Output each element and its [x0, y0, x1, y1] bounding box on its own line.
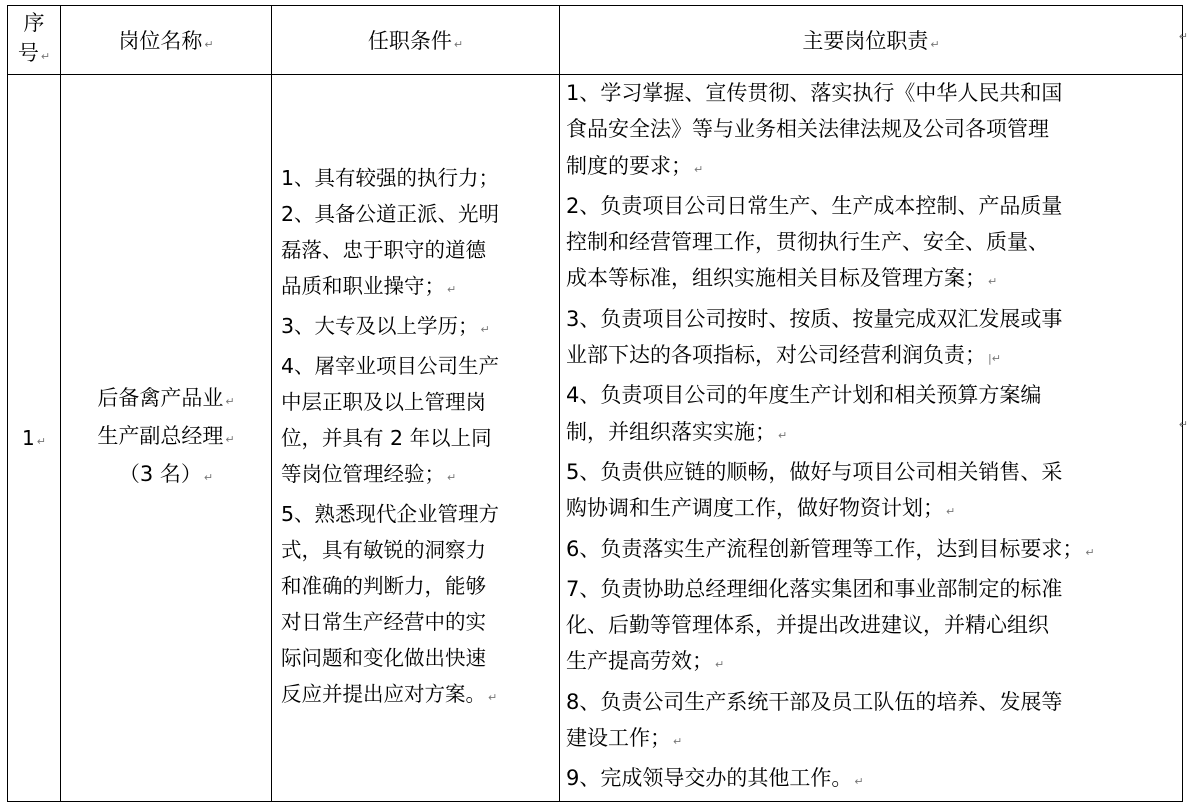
duty-line: 成本等标准，组织实施相关目标及管理方案； ↵ — [566, 266, 998, 291]
duty-line: 3、负责项目公司按时、按质、按量完成双汇发展或事 — [566, 306, 1063, 331]
header-seq-line1: 序 — [23, 11, 45, 35]
requirement-line: 位，并具有 2 年以上同 — [281, 425, 492, 450]
duty-line: 8、负责公司生产系统干部及员工队伍的培养、发展等 — [566, 689, 1063, 714]
header-requirements: 任职条件 ↵ — [272, 6, 560, 75]
header-duties: 主要岗位职责 ↵ — [560, 6, 1183, 75]
duty-line: 1、学习掌握、宣传贯彻、落实执行《中华人民共和国 — [566, 81, 1063, 105]
position-line: 生产副总经理 ↵ — [97, 423, 235, 448]
requirement-line: 4、屠宰业项目公司生产 — [281, 353, 500, 378]
duty-line: 2、负责项目公司日常生产、生产成本控制、产品质量 — [566, 193, 1063, 218]
job-table — [7, 5, 1183, 802]
duty-line: 食品安全法》等与业务相关法律法规及公司各项管理 — [566, 117, 1049, 142]
table-row — [8, 75, 1183, 802]
requirement-line: 际问题和变化做出快速 — [281, 645, 486, 670]
cell-requirements — [272, 75, 560, 802]
requirement-line: 对日常生产经营中的实 — [281, 609, 486, 634]
duty-line: 9、完成领导交办的其他工作。 ↵ — [566, 766, 864, 791]
duty-line: 7、负责协助总经理细化落实集团和事业部制定的标准 — [566, 576, 1063, 601]
header-seq — [8, 6, 61, 75]
requirement-line: 5、熟悉现代企业管理方 — [281, 501, 500, 526]
end-of-row-mark: ↵ — [1178, 418, 1188, 431]
position-line: 后备禽产品业 ↵ — [97, 385, 235, 410]
duty-line: 5、负责供应链的顺畅，做好与项目公司相关销售、采 — [566, 459, 1063, 484]
requirement-line: 反应并提出应对方案。 ↵ — [281, 681, 498, 706]
position-line: （3 名） ↵ — [118, 461, 214, 486]
end-of-row-mark: ↵ — [1178, 30, 1188, 43]
duty-line: 生产提高劳效； ↵ — [566, 649, 725, 674]
requirement-line: 磊落、忠于职守的道德 — [281, 237, 486, 262]
requirement-line: 式，具有敏锐的洞察力 — [281, 537, 486, 562]
duty-line: 购协调和生产调度工作，做好物资计划； ↵ — [566, 496, 956, 521]
duty-line: 4、负责项目公司的年度生产计划和相关预算方案编 — [566, 383, 1042, 408]
requirement-line: 中层正职及以上管理岗 — [281, 389, 486, 414]
requirement-line: 3、大专及以上学历； ↵ — [281, 313, 490, 338]
header-position: 岗位名称 ↵ — [61, 6, 272, 75]
requirement-line: 品质和职业操守； ↵ — [281, 273, 457, 298]
cell-duties — [560, 75, 1183, 802]
duty-line: 6、负责落实生产流程创新管理等工作，达到目标要求； ↵ — [566, 536, 1095, 561]
duty-line: 建设工作； ↵ — [566, 726, 683, 751]
requirement-line: 等岗位管理经验； ↵ — [281, 461, 457, 486]
header-seq-line2: 号 ↵ — [17, 41, 51, 65]
header-row — [8, 6, 1183, 75]
duty-line: 制度的要求； ↵ — [566, 153, 704, 178]
cell-seq: 1 ↵ — [8, 75, 61, 802]
requirement-line: 2、具备公道正派、光明 — [281, 201, 500, 226]
duty-line: 化、后勤等管理体系，并提出改进建议，并精心组织 — [566, 613, 1049, 638]
cell-position — [61, 75, 272, 802]
duty-line: 业部下达的各项指标，对公司经营利润负责； |↵ — [566, 343, 1001, 368]
duty-line: 控制和经营管理工作，贯彻执行生产、安全、质量、 — [566, 230, 1049, 255]
requirement-line: 1、具有较强的执行力； — [281, 165, 500, 190]
requirement-line: 和准确的判断力，能够 — [281, 573, 486, 598]
duty-line: 制，并组织落实实施； ↵ — [566, 419, 788, 444]
